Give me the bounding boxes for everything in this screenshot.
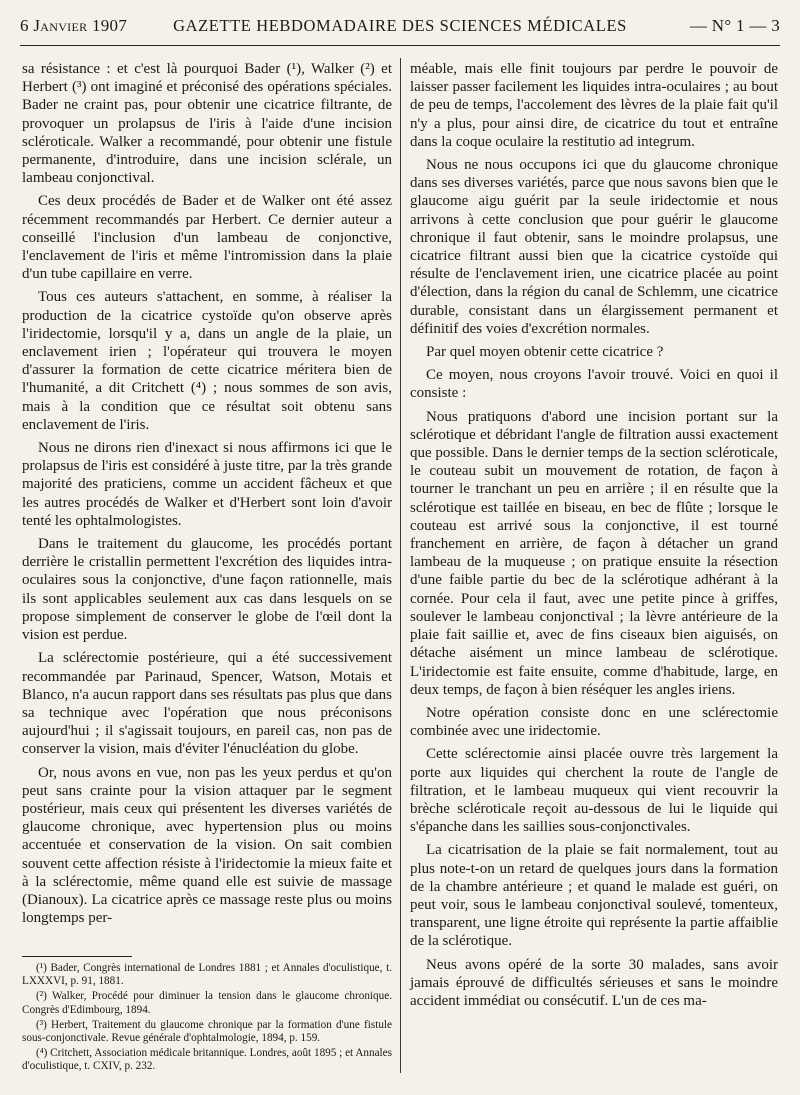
column-divider: [400, 58, 401, 1073]
paragraph: La cicatrisation de la plaie se fait normalement, tout au plus note-t-on un retard de quelques jours dans la formation de la chambre antérieure ; et quand le malade est guéri, on peut voir, sous le lambeau conjonctival soulevé, tomenteux, transparent, une ligne étroite qui représente la partie affaiblie de la sclérotique.: [410, 842, 778, 950]
paragraph: Ces deux procédés de Bader et de Walker ont été assez récemment recommandés par Herbert. Ce dernier auteur a conseillé l'inclusion d'un lambeau de conjonctive, l'enclavement de l'iris et même l'intromission dans la plaie d'un tube capillaire en verre.: [22, 193, 392, 283]
footnote: (¹) Bader, Congrès international de Londres 1881 ; et Annales d'oculistique, t. LXXXVI, p. 91, 1881.: [22, 962, 392, 988]
paragraph: Nous ne nous occupons ici que du glaucome chronique dans ses diverses variétés, parce que nous savons bien que le glaucome aigu guérit par la seule iridectomie et nous arrivons à cette conclusion que pour guérir le glaucome chronique il faut obtenir, sans le moindre prolapsus, une cicatrice filtrant aussi bien que la cicatrice cystoïde qui résulte de l'enclavement irien, une cicatrice placée au point d'élection, dans la région du canal de Schlemm, une cicatrice durable, consistant dans un élargissement permanent et définitif des voies d'excrétion normales.: [410, 157, 778, 337]
footnote: (⁴) Critchett, Association médicale britannique. Londres, août 1895 ; et Annales d'oculistique, t. CXIV, p. 232.: [22, 1047, 392, 1073]
footnote-rule: [22, 956, 132, 957]
paragraph: Notre opération consiste donc en une sclérectomie combinée avec une iridectomie.: [410, 704, 778, 740]
paragraph: Par quel moyen obtenir cette cicatrice ?: [426, 344, 664, 361]
paragraph: méable, mais elle finit toujours par perdre le pouvoir de laisser passer facilement les liquides intra-oculaires ; au bout de peu de temps, l'accolement des lèvres de la plaie fait qu'il n'y a plus, pour ainsi dire, de cicatrice du tout et entraîne dans la coque oculaire la restitutio ad integrum.: [410, 61, 778, 150]
paragraph: Nous pratiquons d'abord une incision portant sur la sclérotique et débridant l'angle de filtration aussi exactement que possible. Dans le dernier temps de la section scléroticale, le couteau subit un mouvement de rotation, de façon à tourner le tranchant un peu en arrière ; il en résulte que la sclérotique est taillée en biseau, en bec de flûte ; lorsque le couteau est arrivé sous la conjonctive, il est tourné franchement en arrière, de façon à détacher un grand lambeau de la muqueuse ; on pratique ensuite la résection d'une faible partie du bec de la sclérotique adhérant à la cornée. Pour cela il faut, avec une petite pince à griffes, soulever le lambeau conjonctival ; la lèvre antérieure de la plaie fait saillie et, avec de fins ciseaux bien aiguisés, on détache aisément un mince lambeau de sclérotique. L'iridectomie est faite ensuite, comme d'habitude, large, en deux temps, de façon à bien réséquer les angles iriens.: [410, 408, 778, 698]
footnotes: [22, 962, 392, 1076]
paragraph: Or, nous avons en vue, non pas les yeux perdus et qu'on peut sans crainte pour la vision attaquer par le segment postérieur, mais ceux qui présentent les diverses variétés de glaucome chronique, avec hypertension plus ou moins accentuée et conservation de la vision. On sait combien souvent cette affection résiste à l'iridectomie la mieux faite et à la sclérectomie, même quand elle est suivie de massage (Dianoux). La cicatrice après ce massage reste plus ou moins longtemps per-: [22, 764, 392, 927]
left-column: [22, 60, 392, 932]
header-title: GAZETTE HEBDOMADAIRE DES SCIENCES MÉDICALES: [173, 16, 627, 35]
header-page-number: — N° 1 — 3: [689, 16, 780, 35]
paragraph: sa résistance : et c'est là pourquoi Bader (¹), Walker (²) et Herbert (³) ont imaginé et préconisé des opérations spéciales. Bader ne craint pas, pour obtenir une cicatrice filtrante, de provoquer un prolapsus de l'iris à l'aide d'une incision scléroticale. Walker a recommandé, pour obtenir une fistule permanente, d'introduire, dans une incision sclérale, un lambeau conjonctival.: [22, 61, 392, 187]
footnote: (³) Herbert, Traitement du glaucome chronique par la formation d'une fistule sous-conjonctivale. Revue générale d'ophtalmologie, 1894, p. 159.: [22, 1018, 392, 1045]
footnote: (²) Walker, Procédé pour diminuer la tension dans le glaucome chronique. Congrès d'Edimbourg, 1894.: [22, 990, 392, 1016]
paragraph: Dans le traitement du glaucome, les procédés portant derrière le cristallin permettent l'excrétion des liquides intra-oculaires sous la conjonctive, d'une façon rationnelle, mais ils sont applicables seulement aux cas dans lesquels on se propose simplement de conserver le globe de l'œil dont la vision est perdue.: [22, 536, 392, 644]
header-rule: [20, 45, 780, 46]
right-column: [410, 60, 778, 1015]
running-header: [20, 16, 780, 40]
paragraph: La sclérectomie postérieure, qui a été successivement recommandée par Parinaud, Spencer, Watson, Motais et Blanco, n'a aucun rapport dans ses résultats pas plus que dans sa technique avec l'opération que nous préconisons aujourd'hui ; il s'agissait toujours, en pareil cas, non pas de conserver la vision, mais d'éviter l'énucléation du globe.: [22, 650, 392, 758]
paragraph: Ce moyen, nous croyons l'avoir trouvé. Voici en quoi il consiste :: [410, 367, 778, 402]
header-date: 6 Janvier 1907: [20, 16, 128, 35]
paragraph: Tous ces auteurs s'attachent, en somme, à réaliser la production de la cicatrice cystoïde qu'on observe après l'iridectomie, lorsqu'il y a, dans un angle de la plaie, un enclavement irien ; l'opérateur qui trouvera le moyen d'assurer la formation de cette cicatrice méritera bien de l'humanité, a dit Critchett (⁴) ; nous sommes de son avis, mais à la condition que ce résultat soit obtenu sans enclavement de l'iris.: [22, 289, 392, 433]
paragraph: Cette sclérectomie ainsi placée ouvre très largement la porte aux liquides qui cherchent la route de l'angle de filtration, et le lambeau muqueux qui vient recouvrir la brèche scléroticale reçoit au-dessous de lui le liquide qui s'épanche dans les saillies sous-conjonctivales.: [410, 746, 778, 836]
paragraph: Neus avons opéré de la sorte 30 malades, sans avoir jamais éprouvé de difficultés sérieuses et sans le moindre accident immédiat ou consécutif. L'un de ces ma-: [410, 956, 778, 1009]
paragraph: Nous ne dirons rien d'inexact si nous affirmons ici que le prolapsus de l'iris est considéré à juste titre, par la très grande majorité des praticiens, comme un accident fâcheux et que les autres procédés de Walker et d'Herbert sont loin d'avoir tenté les ophtalmologistes.: [22, 440, 392, 529]
